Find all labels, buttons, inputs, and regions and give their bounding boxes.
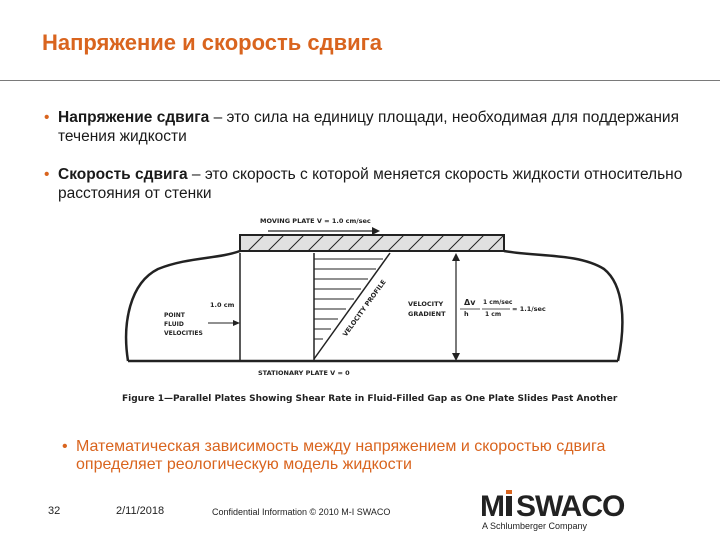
conclusion-text: Математическая зависимость между напряжением и скоростью сдвига определяет реологическую модель жидкости (76, 438, 606, 473)
bullet-text (44, 108, 684, 146)
moving-plate (240, 235, 504, 251)
figure-caption: Figure 1—Parallel Plates Showing Shear Rate in Fluid-Filled Gap as One Plate Slides Past Another (122, 394, 618, 404)
point-pointer-head (233, 320, 240, 326)
bullet-text (44, 165, 684, 203)
delta-v-label: Δv (464, 298, 476, 307)
velocity-gradient-label-1: VELOCITY (408, 300, 444, 308)
page-number: 32 (48, 505, 61, 517)
gradient-arrow-up (452, 253, 460, 261)
bullet-dot: • (44, 166, 50, 183)
title-divider (0, 80, 720, 81)
moving-plate-label: MOVING PLATE V = 1.0 cm/sec (260, 217, 371, 225)
fluid-outline (126, 251, 622, 361)
logo-swaco: SWACO (516, 490, 625, 523)
h-label: h (464, 310, 469, 318)
slide-title: Напряжение и скорость сдвига (42, 30, 383, 55)
confidential-note: Confidential Information © 2010 M-I SWACO (212, 507, 391, 517)
figure-drawing (118, 213, 630, 413)
footer-date: 2/11/2018 (116, 505, 165, 517)
velocities-label: VELOCITIES (164, 330, 203, 337)
logo-wordmark: M (480, 490, 504, 523)
frac-denominator: 1 cm (485, 311, 502, 318)
bullet-term: Напряжение сдвига (58, 109, 210, 126)
velocity-gradient-label-2: GRADIENT (408, 310, 446, 318)
logo-i-dot (506, 490, 512, 494)
logo-tagline: A Schlumberger Company (482, 521, 588, 531)
bullet-definition: – это сила на единицу площади, необходимая для поддержания течения жидкости (58, 109, 679, 145)
bullet-dot: • (62, 438, 68, 455)
distance-label: 1.0 cm (210, 301, 235, 309)
parallel-plates-figure (118, 213, 630, 413)
velocity-profile-label: VELOCITY PROFILE (341, 278, 388, 339)
bullet-dot: • (44, 109, 50, 126)
bullet-shear-stress (44, 108, 684, 146)
stationary-plate-label: STATIONARY PLATE V = 0 (258, 369, 350, 377)
bullet-term: Скорость сдвига (58, 166, 188, 183)
fluid-label: FLUID (164, 321, 184, 328)
point-label: POINT (164, 312, 185, 319)
motion-arrowhead (372, 227, 380, 235)
result-label: = 1.1/sec (512, 305, 546, 313)
logo-graphic (478, 490, 693, 532)
bullet-shear-rate (44, 165, 684, 203)
bullet-definition: – это скорость с которой меняется скорость жидкости относительно расстояния от стенки (58, 166, 683, 202)
frac-numerator: 1 cm/sec (483, 299, 513, 306)
logo-i-stem (506, 496, 512, 516)
miswaco-logo (478, 490, 693, 532)
bullet-conclusion (62, 438, 682, 474)
